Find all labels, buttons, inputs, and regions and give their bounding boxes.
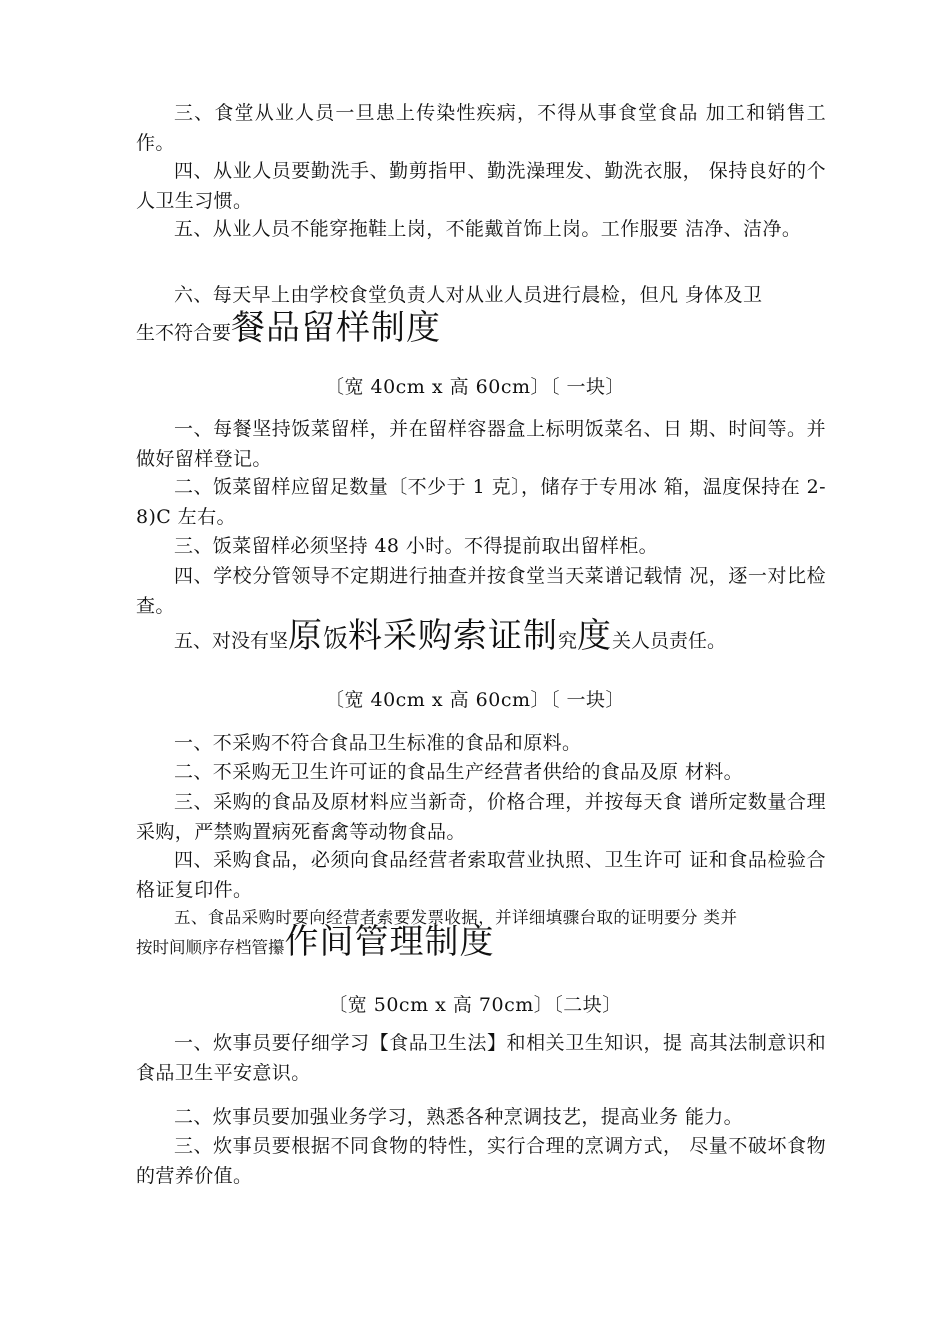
paragraph-morning-check-line2 — [136, 300, 441, 349]
paragraph-procure-1: 一、不采购不符合食品卫生标准的食品和原料。 — [174, 732, 582, 754]
sample-5-end: 关人员责任。 — [612, 630, 727, 652]
procure-5-tail: 按时间顺序存档管攥 — [136, 938, 285, 957]
paragraph-procure-4: 四、采购食品，必须向食品经营者索取营业执照、卫生许可 证和食品检验合格证复印件。 — [136, 849, 826, 901]
paragraph-morning-check-line1: 六、每天早上由学校食堂负责人对从业人员进行晨检，但凡 身体及卫 — [174, 284, 763, 306]
sample-5-start: 五、对没有坚 — [174, 630, 289, 652]
paragraph-sample-2: 二、饭菜留样应留足数量〔不少于 1 克〕，储存于专用冰 箱，温度保持在 2-8)C 左右。 — [136, 476, 826, 528]
paragraph-sample-3: 三、饭菜留样必须坚持 48 小时。不得提前取出留样柜。 — [174, 535, 659, 557]
paragraph-sample-5-with-title — [174, 608, 726, 657]
paragraph-procure-5-line2 — [136, 914, 495, 963]
overlap-char-2: 究 — [558, 630, 578, 652]
morning-check-tail: 生不符合要 — [136, 322, 232, 344]
paragraph-workroom-3: 三、炊事员要根据不同食物的特性，实行合理的烹调方式， 尽量不破坏食物的营养价值。 — [136, 1135, 826, 1187]
title2-part-1: 原 — [288, 616, 324, 656]
sign-size-3: 〔宽 50cm x 高 70cm〕〔二块〕 — [328, 994, 622, 1016]
sign-size-1: 〔宽 40cm x 高 60cm〕〔 一块〕 — [324, 376, 626, 398]
section-title-sample-retention: 餐品留样制度 — [231, 308, 442, 348]
paragraph-staff-illness: 三、食堂从业人员一旦患上传染性疾病，不得从事食堂食品 加工和销售工作。 — [136, 102, 826, 154]
paragraph-workroom-2: 二、炊事员要加强业务学习，熟悉各种烹调技艺，提高业务 能力。 — [174, 1106, 744, 1128]
section-title-procurement: 料采购索证制 — [348, 616, 559, 656]
paragraph-workroom-1: 一、炊事员要仔细学习【食品卫生法】和相关卫生知识，提 高其法制意识和食品卫生平安意识。 — [136, 1032, 826, 1084]
paragraph-procure-2: 二、不采购无卫生许可证的食品生产经营者供给的食品及原 材料。 — [174, 761, 744, 783]
section-title-workroom: 作间管理制度 — [284, 922, 495, 962]
paragraph-dress-code: 五、从业人员不能穿拖鞋上岗，不能戴首饰上岗。工作服要 洁净、洁净。 — [174, 218, 802, 240]
overlap-char-1: 饭 — [323, 624, 349, 653]
title2-part-end: 度 — [577, 616, 613, 656]
sign-size-2: 〔宽 40cm x 高 60cm〕〔 一块〕 — [324, 689, 626, 711]
paragraph-procure-3: 三、采购的食品及原材料应当新奇，价格合理，并按每天食 谱所定数量合理采购，严禁购置病死畜禽等动物食品。 — [136, 791, 826, 843]
paragraph-hygiene-habits: 四、从业人员要勤洗手、勤剪指甲、勤洗澡理发、勤洗衣服， 保持良好的个人卫生习惯。 — [136, 160, 826, 212]
paragraph-sample-1: 一、每餐坚持饭菜留样，并在留样容器盒上标明饭菜名、日 期、时间等。并做好留样登记。 — [136, 418, 826, 470]
paragraph-procure-5-line1: 五、食品采购时要向经营者索要发票收据，并详细填骤台取的证明要分 类并 — [174, 908, 738, 927]
paragraph-sample-4: 四、学校分管领导不定期进行抽查并按食堂当天菜谱记载情 况，逐一对比检查。 — [136, 565, 826, 617]
